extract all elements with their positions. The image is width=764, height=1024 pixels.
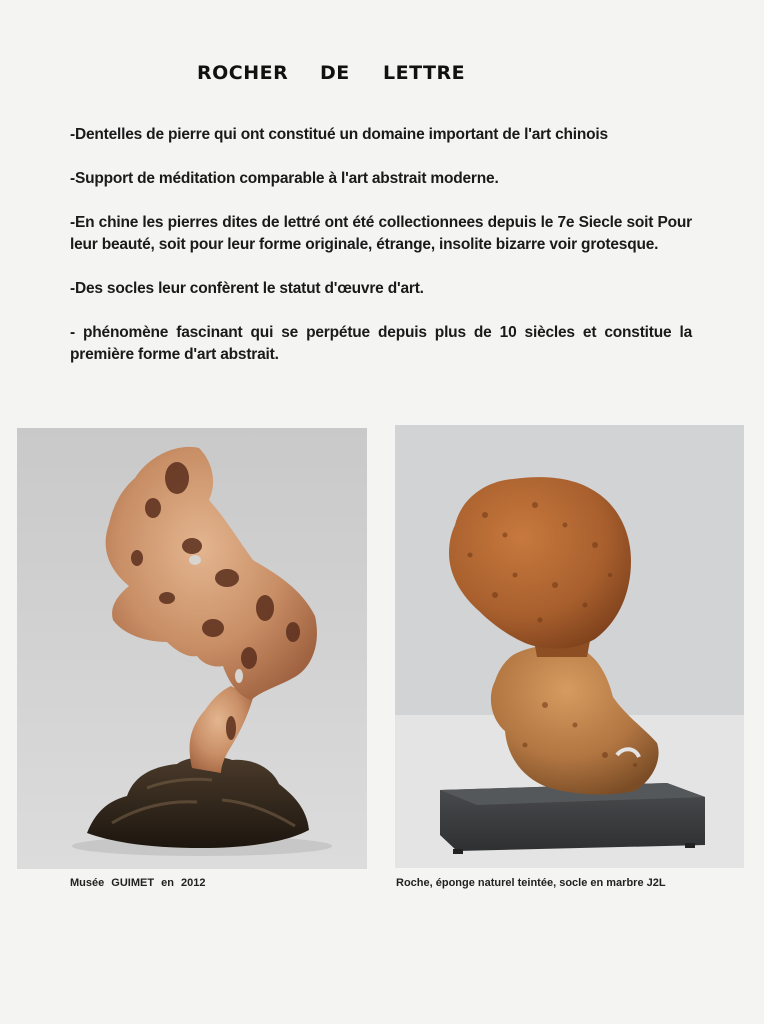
paragraph-socles: -Des socles leur confèrent le statut d'œuvre d'art. — [70, 280, 424, 297]
paragraph-dentelles: -Dentelles de pierre qui ont constitué un domaine important de l'art chinois — [70, 126, 608, 143]
paragraph-phenomene: - phénomène fascinant qui se perpétue depuis plus de 10 siècles et constitue la première forme d'art abstrait. — [70, 324, 692, 363]
title-word-de: DE — [320, 62, 350, 84]
title-word-rocher: ROCHER — [197, 62, 289, 84]
title-word-lettre: LETTRE — [383, 62, 466, 84]
photo-sponge-rock — [395, 425, 744, 868]
paragraph-meditation: -Support de méditation comparable à l'art abstrait moderne. — [70, 170, 499, 187]
paragraph-chine: -En chine les pierres dites de lettré ont été collectionnees depuis le 7e Siecle soit Pour leur beauté, soit pour leur forme originale, étrange, insolite bizarre voir grotesque. — [70, 214, 692, 253]
photo-guimet-rock — [17, 428, 367, 869]
page-title — [197, 62, 465, 84]
sponge-rock-illustration — [395, 425, 744, 868]
caption-roche-j2l: Roche, éponge naturel teintée, socle en marbre J2L — [396, 877, 666, 889]
scholar-rock-illustration — [17, 428, 367, 869]
text-body — [70, 124, 692, 366]
caption-guimet: Musée GUIMET en 2012 — [70, 877, 206, 889]
